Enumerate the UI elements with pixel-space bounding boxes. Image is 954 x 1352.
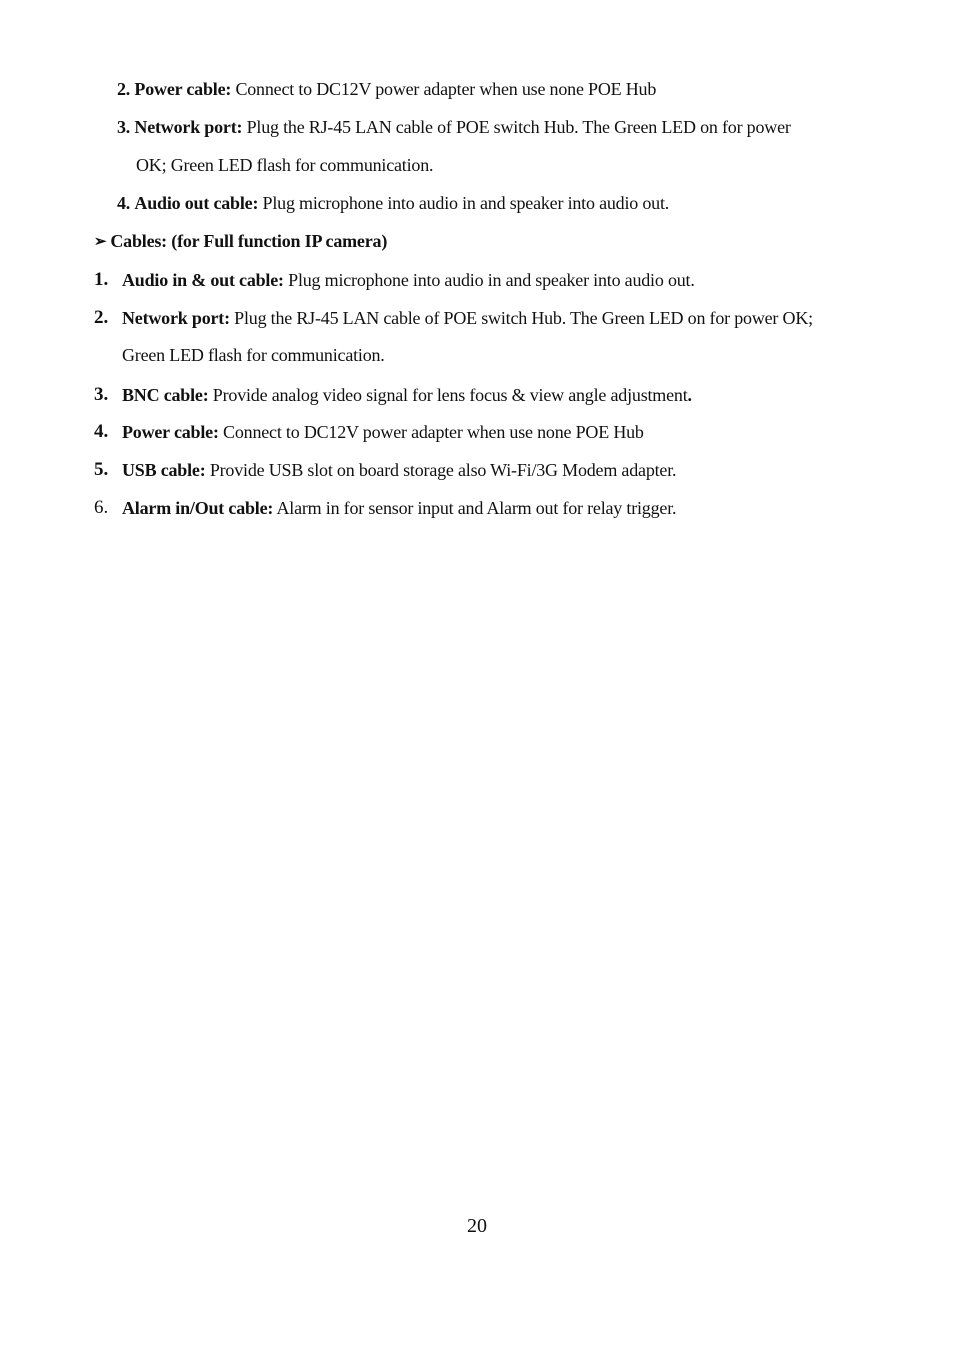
item-label: BNC cable: (122, 385, 209, 405)
item-label: Network port: (134, 117, 243, 137)
item-text: Provide USB slot on board storage also Wi-Fi/3G Modem adapter. (205, 460, 677, 480)
list-item (122, 460, 676, 482)
item-trailing: . (687, 385, 692, 405)
page-number: 20 (467, 1215, 487, 1237)
item-label: Audio out cable: (134, 193, 259, 213)
item-label: Power cable: (122, 422, 219, 442)
list-item (122, 498, 676, 520)
item-number: 2. (117, 79, 131, 99)
list-item (122, 308, 813, 330)
item-number: 3. (117, 117, 131, 137)
item-continuation: Green LED flash for communication. (122, 345, 385, 365)
list-item (122, 270, 695, 292)
list-item (117, 79, 656, 101)
item-text: Plug the RJ-45 LAN cable of POE switch Hub. The Green LED on for power OK; (229, 308, 813, 328)
section-heading (94, 231, 387, 253)
arrowhead-bullet-icon: ➢ (94, 234, 107, 250)
item-label: Audio in & out cable: (122, 270, 284, 290)
item-label: Power cable: (134, 79, 232, 99)
list-item (117, 117, 791, 139)
item-label: Network port: (122, 308, 230, 328)
item-number: 4. (94, 421, 109, 442)
item-label: USB cable: (122, 460, 206, 480)
item-number: 1. (94, 269, 109, 290)
list-item (122, 422, 644, 444)
item-text: Plug microphone into audio in and speaker into audio out. (258, 193, 670, 213)
item-label: Alarm in/Out cable: (122, 498, 274, 518)
item-text: Alarm in for sensor input and Alarm out for relay trigger. (273, 498, 677, 518)
section-heading-text: Cables: (for Full function IP camera) (110, 231, 388, 251)
item-text: Provide analog video signal for lens focus & view angle adjustment (208, 385, 688, 405)
list-item (122, 385, 692, 407)
list-item (117, 193, 669, 215)
item-text: Connect to DC12V power adapter when use none POE Hub (218, 422, 644, 442)
item-number: 2. (94, 307, 109, 328)
item-continuation: OK; Green LED flash for communication. (136, 155, 434, 175)
item-number: 3. (94, 384, 109, 405)
item-text: Plug the RJ-45 LAN cable of POE switch Hub. The Green LED on for power (242, 117, 791, 137)
item-number: 5. (94, 459, 109, 480)
item-number: 4. (117, 193, 131, 213)
item-text: Plug microphone into audio in and speaker into audio out. (283, 270, 695, 290)
item-number: 6. (94, 497, 109, 518)
item-text: Connect to DC12V power adapter when use none POE Hub (231, 79, 657, 99)
